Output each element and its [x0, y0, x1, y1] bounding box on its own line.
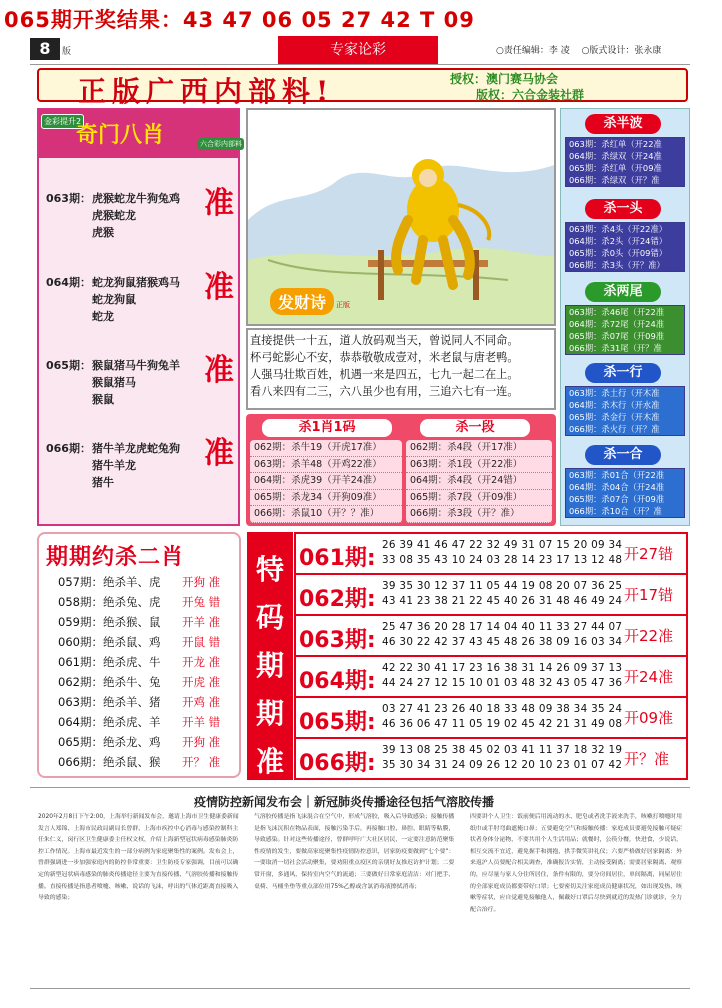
qimen-line: 猪牛羊龙	[92, 459, 136, 472]
xing-list	[565, 386, 685, 436]
list-item-result: 开兔 错	[182, 595, 221, 609]
tema-numbers: 26 39 41 46 47 22 32 49 31 07 15 20 09 34	[382, 539, 623, 551]
list-item: 061期：绝杀虎、牛	[58, 655, 161, 669]
wei-title: 杀两尾	[585, 282, 661, 302]
tema-numbers: 33 08 35 43 10 24 03 28 14 23 17 13 12 48	[382, 554, 623, 566]
poem-badge: 发财诗	[270, 288, 334, 315]
qimen-line: 猪牛	[92, 476, 114, 489]
list-item: 066期：杀绿双（开？准	[569, 175, 660, 185]
table-row	[296, 739, 686, 780]
list-item: 064期：杀2头（开24错）	[569, 236, 668, 246]
list-item: 064期：杀4段（开24错）	[406, 473, 552, 490]
list-item: 063期：杀土行（开木准	[569, 388, 660, 398]
poem-line: 看八来四有二三，六八虽少也有用，三追六七有一连。	[250, 385, 519, 398]
banner-copyright: 版权：六合金装社群	[476, 88, 585, 102]
qimen-line: 蛇龙	[92, 310, 114, 323]
tema-period: 065期:	[299, 710, 376, 735]
qimen-stamp: 准	[204, 270, 234, 305]
tema-period: 064期:	[299, 669, 376, 694]
list-item: 066期：杀31尾（开？准	[569, 343, 662, 353]
list-item: 064期：杀绿双（开24准	[569, 151, 662, 161]
tou-title: 杀一头	[585, 199, 661, 219]
kill-one-title: 杀1肖1码	[262, 419, 392, 437]
list-item: 063期：杀4头（开22准）	[569, 224, 668, 234]
list-item: 062期：杀4段（开17准）	[406, 440, 552, 457]
list-item-result: 开鼠 错	[182, 635, 221, 649]
list-item: 063期：杀红单（开22准	[569, 139, 662, 149]
qimen-line: 猴鼠猪马	[92, 376, 136, 389]
kill-seg-list	[406, 440, 552, 523]
yuesha-title: 期期约杀二肖	[46, 544, 185, 570]
qimen-stamp: 准	[204, 186, 234, 221]
banner-title: 正版广西内部料!	[78, 75, 335, 108]
qimen-stamp: 准	[204, 436, 234, 471]
list-item: 066期：杀3段（开？准）	[406, 506, 552, 523]
editor-credits: ○责任编辑：李 凌 ○版式设计：张永康	[496, 46, 662, 56]
wei-list	[565, 305, 685, 355]
tema-title-char: 准	[255, 745, 284, 778]
qimen-line: 虎猴	[92, 226, 114, 239]
tema-title-char: 期	[255, 697, 284, 730]
poem-line: 杯弓蛇影心不安，恭恭敬敬成壹对，米老鼠与唐老鸭。	[250, 351, 519, 364]
news-title: 疫情防控新闻发布会｜新冠肺炎传播途径包括气溶胶传播	[194, 795, 495, 809]
column-title: 专家论彩	[278, 36, 438, 64]
page-number: 8	[30, 38, 60, 60]
list-item-result: 开狗 准	[182, 735, 221, 749]
qimen-title: 奇门八肖	[76, 122, 165, 148]
list-item: 063期：绝杀羊、猪	[58, 695, 161, 709]
table-row	[296, 657, 686, 698]
banner-authorization: 授权：澳门赛马协会	[450, 72, 559, 86]
kill-seg-title: 杀一段	[420, 419, 530, 437]
list-item: 065期：杀金行（开木准	[569, 412, 660, 422]
news-column-2: 气溶胶传播是指飞沫混合在空气中，形成气溶胶，吸入后导致感染；接触传播是指飞沫沉积在物品表面，接触污染手后，再接触口腔、鼻腔、眼睛等粘膜，导致感染。针对这些传播途径，曾群呼吁广大社区居民，一定要注意防范聚集性疫情的发生，要做高家庭聚集性疫情防控意识，居家防疫要做到“七个要”：一要取消一切社会活动聚集，要劝阻重点疫区的亲朋好友推迟访护计划；二要常开窗，多通风，保持室内空气的流通；三要做好日常家庭清洁：对门把手、桌椅、马桶坐垫等重点部位用75%乙醇或含氯消毒液擦拭消毒；	[254, 814, 455, 890]
list-item-result: 开羊 准	[182, 615, 221, 629]
list-item: 066期：杀鼠10（开？？准）	[250, 506, 402, 523]
tema-numbers: 43 41 23 38 21 22 45 40 26 31 48 46 49 24	[382, 595, 623, 607]
list-item: 065期：杀7段（开09准）	[406, 490, 552, 507]
qimen-line: 虎猴蛇龙	[92, 209, 136, 222]
page-number-suffix: 版	[62, 47, 72, 57]
tema-numbers: 42 22 30 41 17 23 16 38 31 14 26 09 37 13	[382, 662, 623, 674]
list-item: 065期：杀07尾（开09准	[569, 331, 665, 341]
tema-period: 066期:	[299, 751, 376, 776]
list-item: 065期：杀红单（开09准	[569, 163, 662, 173]
news-column-3: 四要讲个人卫生：饭前便后用流动的水、肥皂或者洗手液来洗手，咳嗽打喷嚏时用纸巾或手肘弯曲遮掩口鼻；五要避免空气和接触传播：家庭成员要避免接触可疑症状者身体分泌物，不要共用个人生活用品；就餐时，公筷分餐，快进食，少说话，相互交流不宜近，避免握手和拥抱，拱手微笑讲礼仪；六要严格做好居家隔离：外来返沪人员要配合相关调查，准确报告实情，主动接受隔离；需要居家隔离、观察的，应尽量与家人分住所居住，条件有限的，要分房间居住，单间隔离，同屋居住的全部家庭成员都要带好口罩；七要密切关注家庭成员健康状况，如出现发热、咳嗽等症状，应自觉避免接触他人，佩戴好口罩后尽快到就近的发热门诊就诊，全力配合治疗。	[470, 814, 683, 913]
list-item: 065期：杀龙34（开狗09准）	[250, 490, 402, 507]
ban-list	[565, 137, 685, 187]
qimen-line: 蛇龙狗鼠	[92, 293, 136, 306]
qimen-stamp: 准	[204, 353, 234, 388]
tema-period: 061期:	[299, 546, 376, 571]
list-item-result: 开？ 准	[182, 755, 221, 769]
list-item: 062期：杀牛19（开虎17准）	[250, 440, 402, 457]
ban-title: 杀半波	[585, 114, 661, 134]
tema-title-char: 期	[255, 649, 284, 682]
tema-result: 开17错	[624, 586, 674, 604]
news-column-1: 2020年2月8日下午2:00，上海举行新闻发布会，邀请上海市卫生健康委新闻发言人郑锦、上海市民政局副局长曾群、上海市疾控中心消毒与感染控制科主任朱仁义，闵行区卫生健康委主任权文权，介绍上海新型冠状病毒感染肺炎防控工作情况。上海市最近发生的一部分病例为家庭聚集性的案例。发布会上，曾群强调进一步加强家庭内的防控非常重要：卫生防疫专家强调，目前可以确定的新型冠状病毒感染的肺炎传播途径主要为直接传播、气溶胶传播和接触传播。直接传播是指患者喷嚏、咳嗽、说话的飞沫，呼出的气体近距离直接吸入导致的感染；	[38, 814, 239, 902]
list-item-result: 开羊 错	[182, 715, 221, 729]
list-item: 063期：杀1段（开22准）	[406, 457, 552, 474]
list-item: 066期：杀10合（开？准	[569, 506, 662, 516]
qimen-period: 065期：	[46, 359, 91, 372]
he-title: 杀一合	[585, 445, 661, 465]
list-item: 060期：绝杀鼠、鸡	[58, 635, 161, 649]
list-item: 059期：绝杀猴、鼠	[58, 615, 161, 629]
tema-result: 开27错	[624, 545, 674, 563]
list-item: 064期：绝杀虎、羊	[58, 715, 161, 729]
xing-title: 杀一行	[585, 363, 661, 383]
list-item: 065期：杀07合（开09准	[569, 494, 665, 504]
qimen-period: 066期：	[46, 442, 91, 455]
list-item: 066期：绝杀鼠、猴	[58, 755, 161, 769]
list-item: 062期：绝杀牛、兔	[58, 675, 161, 689]
table-row	[296, 575, 686, 616]
qimen-tag-right: 六合彩内部料	[200, 140, 242, 148]
tema-result: 开？准	[624, 750, 670, 768]
list-item: 065期：绝杀龙、鸡	[58, 735, 161, 749]
qimen-line: 蛇龙狗鼠猪猴鸡马	[92, 276, 180, 289]
list-item: 064期：杀虎39（开羊24准）	[250, 473, 402, 490]
list-item: 063期：杀46尾（开22准	[569, 307, 665, 317]
list-item: 066期：杀3头（开？准）	[569, 260, 665, 270]
poem-line: 人强马壮欺百姓，机遇一来是四五，七九一起二在上。	[250, 368, 519, 381]
tema-title-char: 特	[255, 553, 284, 586]
list-item-result: 开龙 准	[182, 655, 221, 669]
tema-numbers: 39 13 08 25 38 45 02 03 41 11 37 18 32 19	[382, 744, 623, 756]
list-item: 058期：绝杀兔、虎	[58, 595, 161, 609]
tema-numbers: 25 47 36 20 28 17 14 04 40 11 33 27 44 07	[382, 621, 623, 633]
table-row	[296, 616, 686, 657]
kill-one-list	[250, 440, 402, 523]
qimen-period: 064期：	[46, 276, 91, 289]
poem-line: 直接提供一十五，道人放码观当天，曾说同人不同命。	[250, 334, 519, 347]
tema-period: 063期:	[299, 628, 376, 653]
tema-title-char: 码	[255, 601, 284, 634]
qimen-line: 虎猴蛇龙牛狗兔鸡	[92, 192, 180, 205]
tema-numbers: 46 30 22 42 37 43 45 48 26 38 09 16 03 34	[382, 636, 623, 648]
tema-numbers: 46 36 06 47 11 05 19 02 45 42 21 31 49 08	[382, 718, 623, 730]
list-item: 063期：杀01合（开22准	[569, 470, 665, 480]
tema-numbers: 44 24 27 12 15 10 01 03 48 32 43 05 47 36	[382, 677, 623, 689]
list-item: 064期：杀72尾（开24准	[569, 319, 665, 329]
list-item: 064期：杀04合（开24准	[569, 482, 665, 492]
divider	[30, 64, 690, 65]
qimen-period: 063期：	[46, 192, 91, 205]
qimen-tag: 金彩提升2	[41, 114, 84, 129]
tema-numbers: 35 30 34 31 24 09 26 12 20 10 23 01 07 42	[382, 759, 623, 771]
list-item-result: 开鸡 准	[182, 695, 221, 709]
table-row	[296, 698, 686, 739]
tema-result: 开22准	[624, 627, 674, 645]
list-item: 066期：杀火行（开？准	[569, 424, 660, 434]
tema-vertical-title	[247, 532, 293, 780]
tema-table	[294, 532, 688, 780]
qimen-line: 猴鼠猪马牛狗兔羊	[92, 359, 180, 372]
poem-badge-small: 正版	[336, 301, 350, 309]
qimen-line: 猴鼠	[92, 393, 114, 406]
divider	[30, 988, 690, 989]
he-list	[565, 468, 685, 518]
list-item: 063期：杀羊48（开鸡22准）	[250, 457, 402, 474]
divider	[30, 787, 690, 788]
tema-result: 开09准	[624, 709, 674, 727]
draw-result-headline: 065期开奖结果：43 47 06 05 27 42 T 09	[4, 8, 475, 32]
list-item: 057期：绝杀羊、虎	[58, 575, 161, 589]
list-item-result: 开狗 准	[182, 575, 221, 589]
tema-numbers: 03 27 41 23 26 40 18 33 48 09 38 34 35 24	[382, 703, 623, 715]
list-item: 064期：杀木行（开水准	[569, 400, 660, 410]
tou-list	[565, 222, 685, 272]
list-item: 065期：杀0头（开09错）	[569, 248, 668, 258]
list-item-result: 开虎 准	[182, 675, 221, 689]
tema-numbers: 39 35 30 12 37 11 05 44 19 08 20 07 36 25	[382, 580, 623, 592]
table-row	[296, 534, 686, 575]
qimen-line: 猪牛羊龙虎蛇兔狗	[92, 442, 180, 455]
tema-period: 062期:	[299, 587, 376, 612]
tema-result: 开24准	[624, 668, 674, 686]
